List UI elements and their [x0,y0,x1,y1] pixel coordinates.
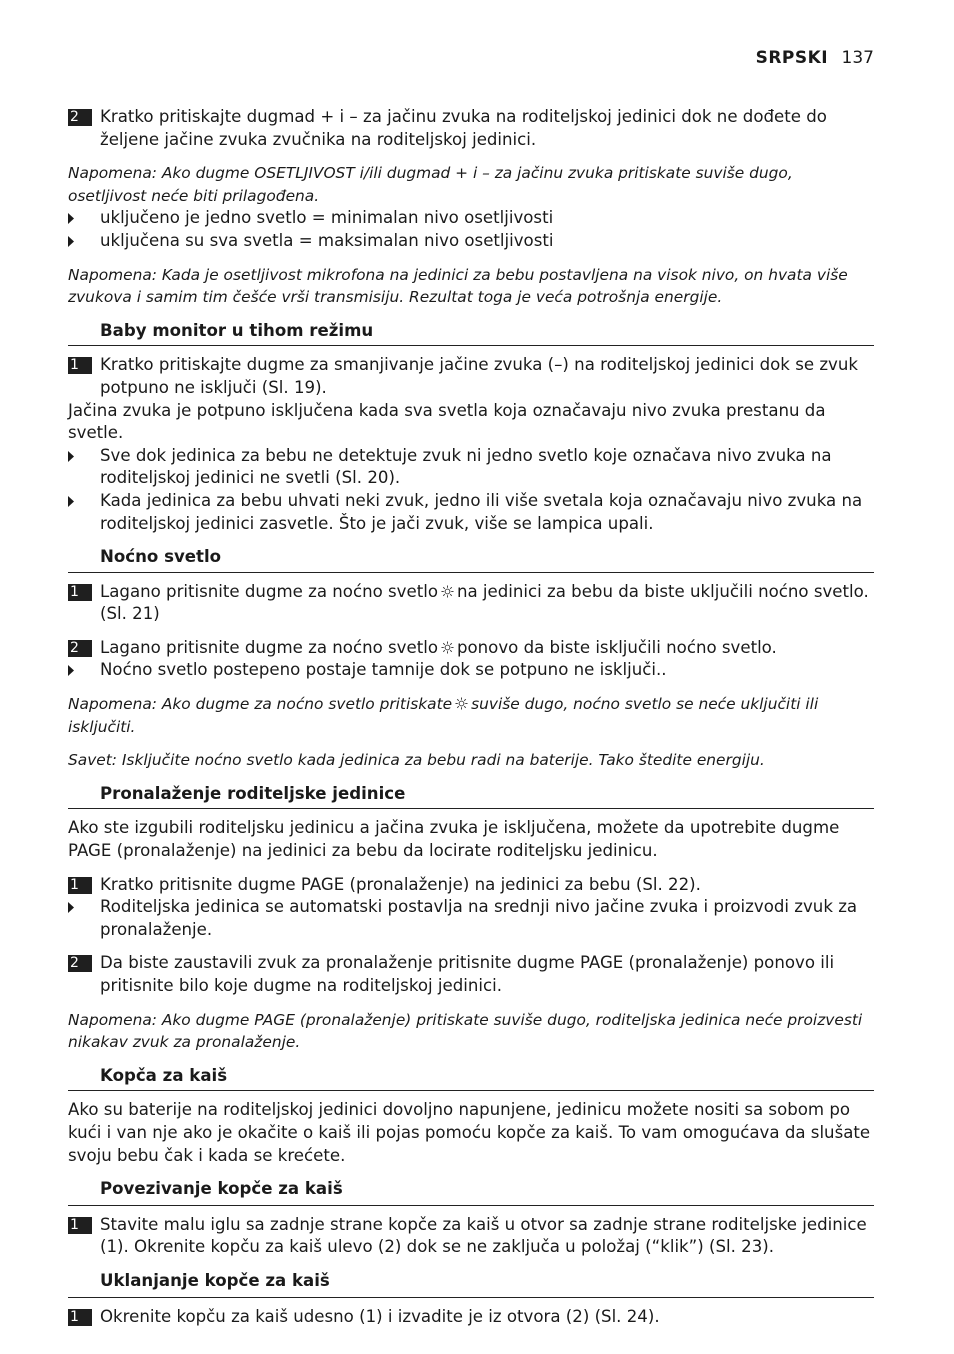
note-text [68,264,874,309]
section-heading [68,320,874,347]
text: Ako ste izgubili roditeljsku jedinicu a jačina zvuka je isključena, možete da upotrebite dugme PAGE (pronalaženje) na jedinici za bebu da locirate roditeljsku jedinicu. [68,818,840,861]
triangle-bullet-icon [68,451,74,462]
spacer [68,535,874,546]
text: Napomena: Ako dugme PAGE (pronalaženje) pritiskate suviše dugo, roditeljska jedinica neće proizvesti nikakav zvuk za pronalaženje. [68,1010,863,1052]
step-item [68,1214,874,1259]
spacer [68,738,874,749]
note-text [68,693,874,738]
spacer [68,772,874,783]
spacer [68,863,874,874]
text: Baby monitor u tihom režimu [100,320,374,340]
text-part: na jedinici za bebu da biste uključili noćno svetlo. (Sl. 21) [100,581,869,624]
bullet-item [68,207,874,230]
step-number: 2 [68,640,92,657]
text: Savet: Isključite noćno svetlo kada jedinica za bebu radi na baterije. Tako štedite energiju. [68,751,765,770]
triangle-bullet-icon [68,236,74,247]
step-number: 1 [68,584,92,601]
step-number: 2 [68,955,92,972]
spacer [68,998,874,1009]
text: Sve dok jedinica za bebu ne detektuje zvuk ni jedno svetlo koje označava nivo zvuka na roditeljskoj jedinici ne svetli (Sl. 20). [100,445,832,488]
text: Roditeljska jedinica se automatski postavlja na srednji nivo jačine zvuka i proizvodi zvuk za pronalaženje. [100,897,858,939]
step-number: 2 [68,109,92,126]
text: Kada jedinica za bebu uhvati neki zvuk, jedno ili više svetala koja označavaju nivo zvuka na roditeljskoj jedinici zasvetle. Što je jači zvuk, više se lampica upali. [100,490,863,533]
spacer [68,1054,874,1065]
text: Uklanjanje kopče za kaiš [100,1270,330,1290]
step-item [68,106,874,151]
step-number: 1 [68,877,92,894]
text: uključeno je jedno svetlo = minimalan nivo osetljivosti [100,208,554,228]
triangle-bullet-icon [68,902,74,913]
text-part: Lagano pritisnite dugme za noćno svetlo [100,581,438,601]
night-light-icon [441,638,454,651]
paragraph [68,817,874,862]
spacer [68,682,874,693]
triangle-bullet-icon [68,213,74,224]
page-number: 137 [841,48,874,68]
night-light-icon [441,582,454,595]
text: Napomena: Kada je osetljivost mikrofona na jedinici za bebu postavljena na visok nivo, on hvata više zvukova i samim tim češće vrši transmisiju. Rezultat toga je veća potrošnja energije. [68,265,848,307]
triangle-bullet-icon [68,496,74,507]
text: Okrenite kopču za kaiš udesno (1) i izvadite je iz otvora (2) (Sl. 24). [100,1306,660,1326]
spacer [68,626,874,637]
text: Stavite malu iglu sa zadnje strane kopče za kaiš u otvor sa zadnje strane roditeljske jedinice (1). Okrenite kopču za kaiš ulevo (2) dok se ne zaključa u položaj (“klik”) (Sl. 23). [100,1214,867,1257]
text: Noćno svetlo postepeno postaje tamnije dok se potpuno ne isključi.. [100,660,667,680]
text: Da biste zaustavili zvuk za pronalaženje pritisnite dugme PAGE (pronalaženje) ponovo ili pritisnite bilo koje dugme na roditeljskoj jedinici. [100,953,835,995]
section-heading [68,1065,874,1092]
text: Noćno svetlo [100,547,222,567]
text-part: Lagano pritisnite dugme za noćno svetlo [100,637,438,657]
spacer [68,1167,874,1178]
page-content [68,106,874,1328]
bullet-item [68,230,874,253]
spacer [68,253,874,264]
bullet-item [68,490,874,535]
text: Kopča za kaiš [100,1065,228,1085]
heading-rule [68,1297,874,1298]
text: Povezivanje kopče za kaiš [100,1179,343,1199]
text: Kratko pritisnite dugme PAGE (pronalaženje) na jedinici za bebu (Sl. 22). [100,874,701,894]
night-light-icon [455,694,468,707]
text: Napomena: Ako dugme OSETLJIVOST i/ili dugmad + i – za jačinu zvuka pritiskate suviše dugo, osetljivost neće biti prilagođena. [68,164,793,205]
text-part: Napomena: Ako dugme za noćno svetlo pritiskate [68,695,453,714]
text: Kratko pritiskajte dugme za smanjivanje jačine zvuka (–) na roditeljskoj jedinici dok se zvuk potpuno ne isključi (Sl. 19). [100,355,858,397]
text: Jačina zvuka je potpuno isključena kada sva svetla koja označavaju nivo zvuka prestanu da svetle. [68,400,826,443]
spacer [68,309,874,320]
step-number: 1 [68,1309,92,1326]
step-item [68,874,874,897]
text: Pronalaženje roditeljske jedinice [100,783,406,803]
step-item [68,637,874,660]
text: Ako su baterije na roditeljskoj jedinici dovoljno napunjene, jedinicu možete nositi sa sobom po kući i van nje ako je okačite o kaiš ili pojas pomoću kopče za kaiš. To vam omogućava da slušate svoju bebu čak i kada se krećete. [68,1100,871,1165]
step-number: 1 [68,1217,92,1234]
step-number: 1 [68,357,92,374]
paragraph [68,1099,874,1167]
text-part: suviše dugo, noćno svetlo se neće uključiti ili isključiti. [68,695,819,736]
text: uključena su sva svetla = maksimalan nivo osetljivosti [100,230,554,250]
page-header [756,48,874,68]
spacer [68,151,874,162]
section-heading [68,546,874,573]
bullet-item [68,896,874,941]
step-item [68,581,874,626]
note-text [68,1009,874,1054]
step-item [68,952,874,997]
section-subheading [68,1178,874,1201]
step-item [68,1306,874,1329]
spacer [68,941,874,952]
text: Kratko pritiskajte dugmad + i – za jačinu zvuka na roditeljskoj jedinici dok ne dođete do željene jačine zvuka zvučnika na roditeljskoj jedinici. [100,107,827,149]
bullet-item [68,445,874,490]
note-text [68,749,874,772]
triangle-bullet-icon [68,665,74,676]
bullet-item [68,659,874,682]
section-subheading [68,1270,874,1293]
language-label: SRPSKI [755,48,829,68]
note-text [68,162,874,207]
section-heading [68,783,874,810]
text-part: ponovo da biste isključili noćno svetlo. [456,637,777,657]
spacer [68,1259,874,1270]
step-item [68,354,874,399]
heading-rule [68,1205,874,1206]
paragraph [68,400,874,445]
